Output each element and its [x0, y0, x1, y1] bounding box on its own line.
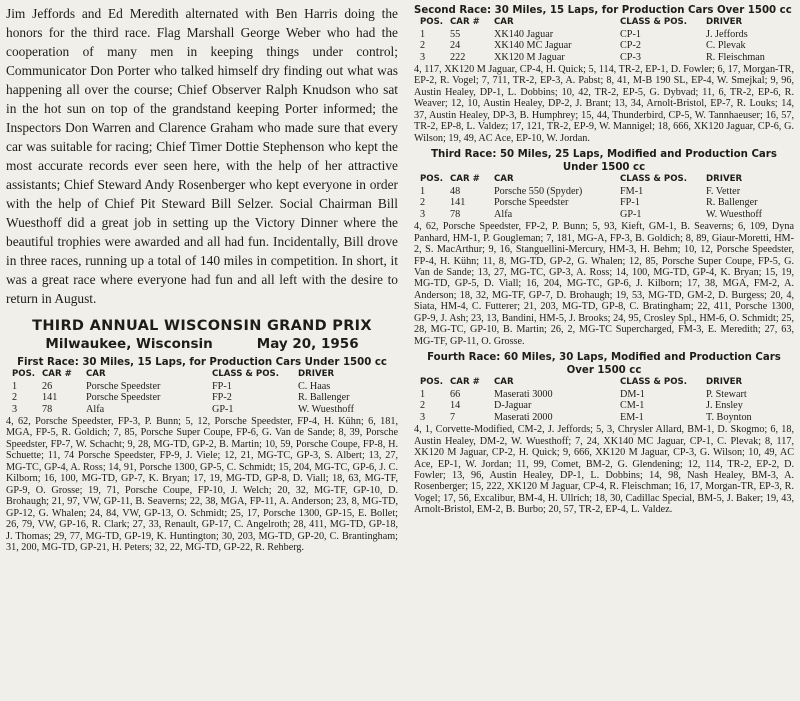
cell-class: CP-3	[620, 51, 641, 63]
race-heading: First Race: 30 Miles, 15 Laps, for Production Cars Under 1500 cc	[17, 357, 387, 368]
cell-driver: R. Ballenger	[298, 392, 350, 403]
cell-pos: 3	[420, 411, 426, 423]
cell-class: DM-1	[620, 388, 645, 400]
cell-driver: W. Wuesthoff	[706, 208, 762, 220]
race-4	[414, 351, 794, 516]
cell-car: Porsche Speedster	[86, 392, 161, 403]
cell-driver: P. Stewart	[706, 388, 747, 400]
col-class-header: CLASS & POS.	[620, 17, 687, 27]
race-heading: Second Race: 30 Miles, 15 Laps, for Production Cars Over 1500 cc	[414, 5, 792, 16]
col-class-header: CLASS & POS.	[212, 369, 279, 379]
cell-driver: T. Boynton	[706, 411, 752, 423]
race-heading: Third Race: 50 Miles, 25 Laps, Modified and Production Cars Under 1500 cc	[431, 149, 777, 174]
cell-pos: 2	[12, 392, 18, 403]
cell-driver: W. Wuesthoff	[298, 403, 354, 415]
cell-class: CP-1	[620, 28, 641, 40]
race-heading: Fourth Race: 60 Miles, 30 Laps, Modified and Production Cars Over 1500 cc	[427, 352, 781, 377]
cell-car: XK140 Jaguar	[494, 28, 554, 40]
table-header-row	[6, 369, 398, 381]
event-title: THIRD ANNUAL WISCONSIN GRAND PRIX	[32, 318, 372, 334]
cell-pos: 1	[420, 388, 426, 400]
col-pos-header: POS.	[420, 17, 444, 27]
col-driver-header: DRIVER	[298, 369, 335, 379]
table-row	[414, 400, 794, 412]
col-driver-header: DRIVER	[706, 174, 743, 185]
results-table	[414, 17, 794, 63]
remaining-finishers: 4, 117, XK120 M Jaguar, CP-4, H. Quick; 5, 114, TR-2, EP-1, D. Fowler; 6, 17, Morgan-TR, EP-2, R. Vogel; 7, 711, TR-2, EP-3, A. Pabst; 8, 41, M-B 190 SL, EP-4, W. Smejkal; 9, 96, Austin Healey, DP-1, L. Dobbins; 10, 42, TR-2, EP-5, G. Dybvad; 11, 6, TR-2, EP-6, R. Weaver; 12, 10, Austin Healey, DP-2, J. Brant; 13, 34, Arnolt-Bristol, EP-7, R. Louks; 14, 37, Austin Healey, DP-3, B. Humphrey; 15, 44, Thunderbird, CP-5, W. Tannhaeuser; 16, 57, TR-2, EP-8, L. Valdez; 17, 121, TR-2, EP-9, W. Mannigel; 18, 666, XK120 Jaguar, CP-6, G. Wilson; 19, 49, AC Ace, EP-10, W. Jordan.	[414, 64, 794, 144]
cell-car-no: 78	[42, 403, 53, 415]
event-date: May 20, 1956	[256, 336, 359, 352]
cell-car: Porsche Speedster	[494, 197, 569, 209]
cell-pos: 1	[420, 28, 426, 40]
cell-car-no: 26	[42, 380, 53, 392]
cell-car-no: 222	[450, 51, 466, 63]
table-row	[414, 29, 794, 41]
cell-class: CM-1	[620, 400, 645, 412]
cell-class: FP-1	[212, 380, 232, 392]
race-2	[414, 4, 794, 144]
cell-car: XK120 M Jaguar	[494, 51, 565, 63]
table-row	[414, 412, 794, 424]
event-location: Milwaukee, Wisconsin	[45, 336, 213, 352]
cell-pos: 2	[420, 197, 426, 209]
left-column	[6, 0, 398, 557]
cell-car: Alfa	[494, 208, 513, 220]
table-row	[414, 40, 794, 52]
cell-pos: 1	[420, 185, 426, 197]
table-row	[414, 389, 794, 401]
cell-car: XK140 MC Jaguar	[494, 40, 572, 51]
col-driver-header: DRIVER	[706, 17, 743, 27]
remaining-finishers: 4, 62, Porsche Speedster, FP-3, P. Bunn; 5, 12, Porsche Speedster, FP-4, H. Kühn; 6, 181, MGA, FP-5, R. Goldich; 7, 85, Porsche Super Coupe, FP-6, G. Van de Sande; 8, 39, Porsche Speedster, FP-7, W. Schacht; 9, 28, MG-TD, GP-2, B. Martin; 10, 59, Porsche Coupe, FP-8, H. Schuette; 11, 74 Porsche Speedster, FP-9, J. Viele; 12, 21, MG-TC, GP-3, S. Albert; 13, 27, MG-TC, GP-4, A. Ross; 14, 91, Porsche 1300, GP-5, C. Schmidt; 15, 204, MG-TC, GP-6, J. C. Kilborn; 16, 100, MG-TD, GP-7, K. Bryan; 17, 19, MG-TD, GP-8, D. Viall; 18, 63, MG-TF, GP-9, O. Grosse; 19, 71, Porsche Coupe, FP-10, J. Welch; 20, 32, MG-TF, GP-10, D. Brohaugh; 21, 97, VW, GP-11, B. Seaverns; 22, 38, MGA, FP-11, A. Anderson; 23, 8, MG-TD, GP-12, G. Whalen; 24, 84, VW, GP-13, O. Schmidt; 25, 17, Porsche 1300, GP-15, E. Bollet; 26, 79, VW, GP-16, R. Clark; 27, 33, Renault, GP-17, C. Angelroth; 28, 411, MG-TD, GP-18, J. Thomas; 29, 77, MG-TD, GP-19, K. Huntington; 30, 203, MG-TD, GP-20, C. Brantingham; 31, 200, MG-TD, GP-21, H. Peters; 32, 22, MG-TD, GP-22, R. Rehberg.	[6, 416, 398, 553]
race-3	[414, 148, 794, 347]
cell-class: GP-1	[212, 403, 234, 415]
col-pos-header: POS.	[12, 369, 36, 379]
table-row	[6, 392, 398, 404]
cell-pos: 2	[420, 40, 426, 51]
cell-car-no: 78	[450, 208, 461, 220]
cell-class: FP-2	[212, 392, 232, 403]
cell-car-no: 141	[42, 392, 58, 403]
cell-pos: 2	[420, 400, 426, 412]
intro-paragraph: Jim Jeffords and Ed Meredith alternated with Ben Harris doing the honors for the third race. Flag Marshall George Weber who had the cooperation of many men in keeping things under control; Communicator Don Porter who talked himself dry finding out what was happening all over the course; Chief Observer Ralph Knudson who sat in the hot sun on top of the grandstand keeping Porter informed; the Inspectors Don Warren and Clarence Graham who made sure that every car was suitable for racing; Chief Timer Dottie Stephenson who kept the most accurate records ever seen here, with the help of her attractive assistants; Chief Steward Andy Rosenberger who kept everyone in order with the help of Chief Pit Steward Bill Selzer. Social Chairman Bill Wuesthoff did a great job in setting up the Victory Dinner where the beautiful trophies were awarded and all had fun. Incidentally, Bill drove in three races, running up a total of 140 miles in competition. In short, it was a great race where everyone had fun and all left with the desire to return in August.	[6, 6, 398, 306]
cell-car: Maserati 3000	[494, 388, 553, 400]
cell-pos: 3	[12, 403, 18, 415]
cell-pos: 3	[420, 51, 426, 63]
col-driver-header: DRIVER	[706, 377, 743, 388]
col-car-header: CAR	[86, 369, 106, 379]
cell-car-no: 48	[450, 185, 461, 197]
col-car-header: CAR	[494, 17, 514, 27]
remaining-finishers: 4, 62, Porsche Speedster, FP-2, P. Bunn; 5, 93, Kieft, GM-1, B. Seaverns; 6, 109, Dyna Panhard, HM-1, P. Gougleman; 7, 181, MG-A, FP-3, B. Goldich; 8, 89, Giaur-Moretti, HM-2, S. MacArthur; 9, 16, Stanguellini-Mercury, HM-3, H. Behm; 10, 12, Porsche Speedster, FP-4, H. Kühn; 11, 8, MG-TD, GP-2, G. Whalen; 12, 85, Porsche Super Coupe, FP-5, G. Van de Sande; 13, 27, MG-TC, GP-3, A. Ross; 14, 100, MG-TD, GP-4, K. Bryan; 15, 19, MG-TD, GP-5, D. Viall; 16, 204, MG-TC, GP-6, J. Kilborn; 17, 38, MGA, FM-2, A. Anderson; 18, 32, MG-TF, GP-7, D. Brohaugh; 19, 53, MG-TD, GM-2, D. Burgess; 20, 4, Siata, HM-4, C. Futterer; 21, 203, MG-TD, GP-8, C. Bratingham; 22, 411, Porsche 1300, GP-9, J. Ash; 23, 13, Bandini, HM-5, J. Brooks; 24, 95, Crosley Spl., HM-6, O. Schmidt; 25, 28, MG-TC, GP-10, B. Martin; 26, 2, MG-TC Supercharged, FM-3, E. Meredith; 27, 63, MG-TF, GP-11, O. Grosse.	[414, 221, 794, 347]
table-row	[414, 209, 794, 221]
cell-car: Porsche Speedster	[86, 380, 161, 392]
col-car-header: CAR	[494, 377, 514, 388]
cell-car-no: 24	[450, 40, 461, 51]
cell-driver: F. Vetter	[706, 185, 741, 197]
table-header-row	[414, 174, 794, 186]
cell-pos: 1	[12, 380, 18, 392]
cell-car-no: 141	[450, 197, 466, 209]
table-header-row	[414, 377, 794, 389]
col-car-no-header: CAR #	[450, 174, 480, 185]
col-pos-header: POS.	[420, 174, 444, 185]
remaining-finishers: 4, 1, Corvette-Modified, CM-2, J. Jeffords; 5, 3, Chrysler Allard, BM-1, D. Skogmo; 6, 18, Austin Healey, DM-2, W. Wuesthoff; 7, 24, XK140 MC Jaguar, CP-1, C. Plevak; 8, 117, XK120 M Jaguar, CP-2, H. Quick; 9, 666, XK120 M Jaguar, CP-3, G. Wilson; 10, 49, AC Ace, EP-1, W. Jordan; 11, 99, Comet, BM-2, G. Glendening; 12, 114, TR-2, EP-2, D. Fowler; 13, 96, Austin Healey, DP-1, L. Dobbins; 14, 98, Nash Healey, BM-3, A. Rosenberger; 15, 222, XK120 M Jaguar, CP-4, R. Fleischman; 16, 17, Morgan-TR, EP-3, R. Vogel; 17, 56, Excalibur, BM-4, H. Ullrich; 18, 30, Cadillac Special, BM-5, J. Baker; 19, 43, Arnolt-Bristol, EM-2, B. Burbo; 20, 57, TR-2, EP-4, L. Valdez.	[414, 424, 794, 516]
col-car-no-header: CAR #	[450, 17, 480, 27]
table-row	[414, 186, 794, 198]
cell-car-no: 14	[450, 400, 461, 412]
cell-class: CP-2	[620, 40, 641, 51]
col-car-header: CAR	[494, 174, 514, 185]
cell-driver: R. Ballenger	[706, 197, 758, 209]
col-car-no-header: CAR #	[42, 369, 72, 379]
cell-pos: 3	[420, 208, 426, 220]
table-row	[414, 52, 794, 64]
cell-car-no: 7	[450, 411, 456, 423]
cell-driver: J. Jeffords	[706, 28, 748, 40]
event-subtitle	[6, 336, 398, 352]
cell-class: FP-1	[620, 197, 640, 209]
table-row	[414, 197, 794, 209]
table-header-row	[414, 17, 794, 29]
table-row	[6, 381, 398, 393]
right-column	[414, 0, 794, 520]
results-table	[414, 377, 794, 423]
cell-car: Alfa	[86, 403, 105, 415]
cell-car: Maserati 2000	[494, 411, 553, 423]
cell-driver: R. Fleischman	[706, 51, 765, 63]
cell-class: FM-1	[620, 185, 644, 197]
cell-class: EM-1	[620, 411, 644, 423]
results-table	[6, 369, 398, 415]
race-1	[6, 356, 398, 553]
col-pos-header: POS.	[420, 377, 444, 388]
cell-driver: J. Ensley	[706, 400, 743, 412]
col-class-header: CLASS & POS.	[620, 174, 687, 185]
results-table	[414, 174, 794, 220]
cell-car: Porsche 550 (Spyder)	[494, 185, 583, 197]
table-row	[6, 404, 398, 416]
col-car-no-header: CAR #	[450, 377, 480, 388]
cell-class: GP-1	[620, 208, 642, 220]
cell-car-no: 66	[450, 388, 461, 400]
cell-car-no: 55	[450, 28, 461, 40]
col-class-header: CLASS & POS.	[620, 377, 687, 388]
cell-car: D-Jaguar	[494, 400, 532, 412]
cell-driver: C. Haas	[298, 380, 331, 392]
cell-driver: C. Plevak	[706, 40, 746, 51]
